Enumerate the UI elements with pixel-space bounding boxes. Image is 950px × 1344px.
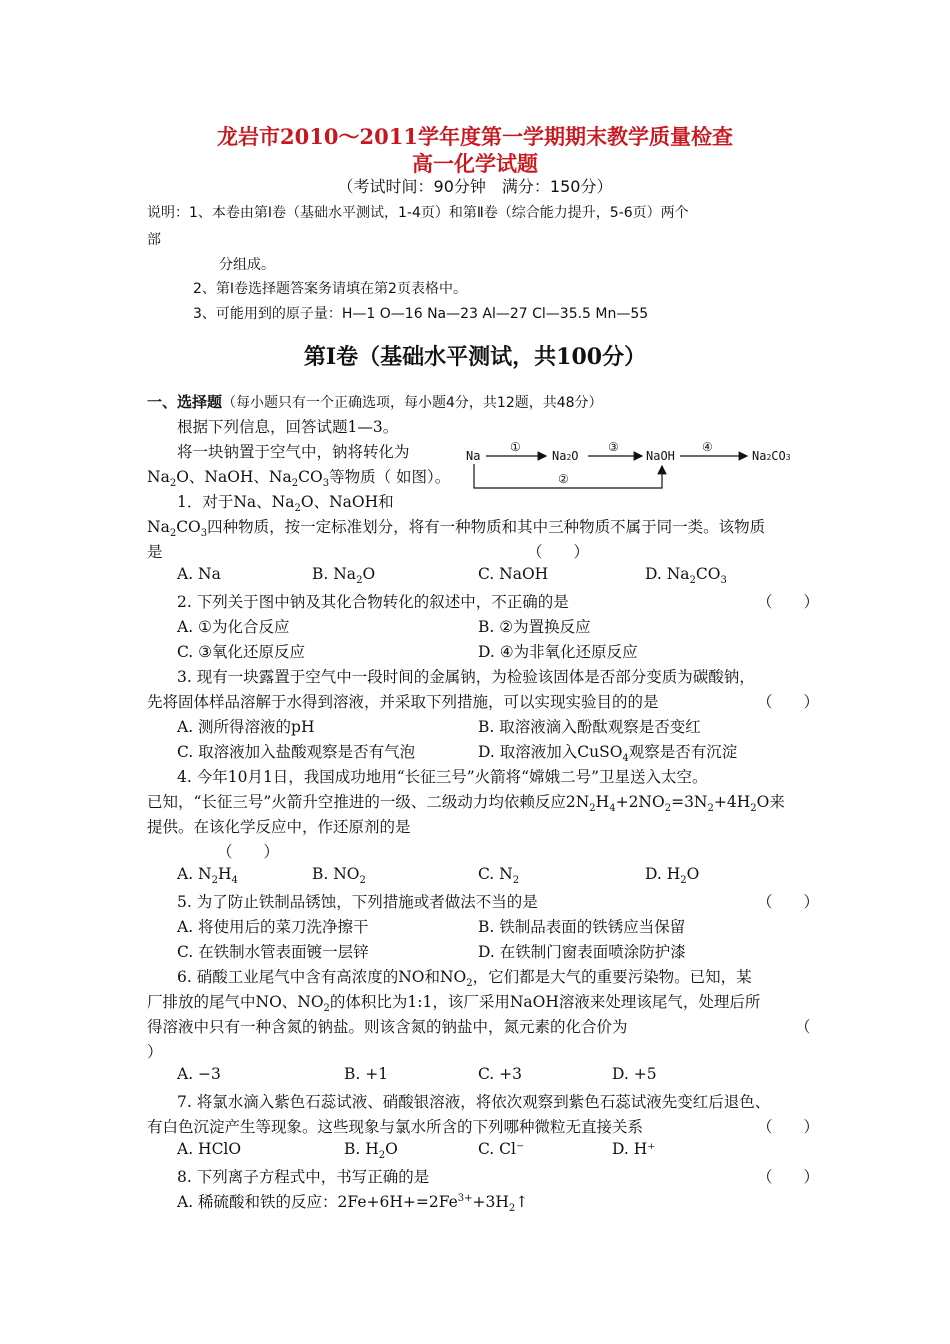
section-title: 第Ⅰ卷（基础水平测试，共100分） [303, 344, 647, 370]
q1-line-2: $Na_2CO_3$四种物质，按一定标准划分，将有一种物质和其中三种物质不属于同一类。该物质 [147, 518, 766, 540]
step-1-label: ① [510, 440, 521, 454]
q1-option-b: B. $Na_2O$ [312, 565, 376, 587]
q1-option-d: D. $Na_2CO_3$ [645, 565, 727, 587]
exam-info: （考试时间：90分钟 满分：150分） [337, 177, 613, 196]
na-label: Na [466, 449, 481, 463]
q2-option-d: D. ④为非氧化还原反应 [478, 643, 638, 661]
page-subtitle: 高一化学试题 [412, 151, 538, 176]
conversion-diagram [462, 436, 807, 494]
q8-stem: 8. 下列离子方程式中，书写正确的是 [177, 1168, 430, 1186]
intro-line-3: $Na_2O$、NaOH、$Na_2CO_3$等物质（ 如图）。 [147, 468, 451, 490]
q5-answer-paren: （ ） [757, 893, 820, 911]
q7-option-a: A. HClO [177, 1140, 242, 1158]
step-3-label: ③ [608, 440, 619, 454]
q5-option-b: B. 铁制品表面的铁锈应当保留 [478, 918, 686, 936]
q6-line-2: 厂排放的尾气中NO、$NO_2$的体积比为1:1，该厂采用NaOH溶液来处理该尾气，处理后所 [147, 993, 761, 1015]
q4-answer-paren: （ ） [217, 843, 280, 861]
note-line-1c: 分组成。 [219, 257, 275, 273]
q2-stem: 2. 下列关于图中钠及其化合物转化的叙述中，不正确的是 [177, 593, 569, 611]
q7-answer-paren: （ ） [757, 1118, 820, 1136]
q6-option-b: B. +1 [344, 1065, 389, 1083]
note-line-2: 2、第Ⅰ卷选择题答案务请填在第2页表格中。 [193, 281, 467, 297]
q4-line-3: 提供。在该化学反应中，作还原剂的是 [147, 818, 411, 836]
q6-paren-open: （ [795, 1018, 811, 1036]
q7-option-d: D. H⁺ [612, 1140, 656, 1158]
q3-option-d: D. 取溶液加入CuSO$_4$观察是否有沉淀 [478, 743, 738, 765]
q2-option-a: A. ①为化合反应 [177, 618, 290, 636]
intro-line-2: 将一块钠置于空气中，钠将转化为 [177, 443, 410, 461]
q3-line-2: 先将固体样品溶解于水得到溶液，并采取下列措施，可以实现实验目的的是 [147, 693, 659, 711]
q8-option-a: A. 稀硫酸和铁的反应：$2Fe+6H+=2Fe^{3+}+3H_2↑$ [177, 1192, 529, 1215]
q6-line-3: 得溶液中只有一种含氮的钠盐。则该含氮的钠盐中，氮元素的化合价为 [147, 1018, 628, 1036]
part-label: 一、选择题 [147, 393, 223, 411]
intro-line-1: 根据下列信息，回答试题1—3。 [177, 418, 399, 436]
q5-option-d: D. 在铁制门窗表面喷涂防护漆 [478, 943, 686, 961]
q3-answer-paren: （ ） [757, 693, 820, 711]
naoh-label: NaOH [646, 449, 675, 463]
step-4-label: ④ [702, 440, 713, 454]
q7-line-2: 有白色沉淀产生等现象。这些现象与氯水所含的下列哪种微粒无直接关系 [147, 1118, 644, 1136]
q2-option-c: C. ③氧化还原反应 [177, 643, 306, 661]
q3-option-a: A. 测所得溶液的pH [177, 718, 315, 736]
q2-option-b: B. ②为置换反应 [478, 618, 591, 636]
q4-option-a: A. $N_2H_4$ [177, 865, 238, 887]
note-line-1: 说明：1、本卷由第Ⅰ卷（基础水平测试，1-4页）和第Ⅱ卷（综合能力提升，5-6页）两个 [147, 205, 689, 221]
q5-stem: 5. 为了防止铁制品锈蚀，下列措施或者做法不当的是 [177, 893, 538, 911]
part-note: （每小题只有一个正确选项，每小题4分，共12题，共48分） [222, 395, 603, 411]
q4-option-b: B. $NO_2$ [312, 865, 366, 887]
na2o-label: Na2O [552, 449, 579, 463]
q7-line-1: 7. 将氯水滴入紫色石蕊试液、硝酸银溶液，将依次观察到紫色石蕊试液先变红后退色、 [177, 1093, 771, 1111]
q3-option-b: B. 取溶液滴入酚酞观察是否变红 [478, 718, 701, 736]
q7-option-b: B. $H_2O$ [344, 1140, 398, 1162]
q7-option-c: C. Cl⁻ [478, 1140, 525, 1158]
q1-line-3: 是 [147, 543, 163, 561]
q1-line-1: 1．对于Na、$Na_2O$、NaOH和 [177, 493, 394, 515]
q3-option-c: C. 取溶液加入盐酸观察是否有气泡 [177, 743, 416, 761]
step-2-label: ② [558, 472, 569, 486]
q6-line-1: 6. 硝酸工业尾气中含有高浓度的NO和$NO_2$，它们都是大气的重要污染物。已知，某 [177, 968, 752, 990]
q4-option-d: D. $H_2O$ [645, 865, 700, 887]
q6-option-d: D. +5 [612, 1065, 657, 1083]
q1-option-a: A. Na [177, 565, 221, 583]
q2-answer-paren: （ ） [757, 593, 820, 611]
q4-line-2: 已知，“长征三号”火箭升空推进的一级、二级动力均依赖反应$2N_2H_4+2NO_2=3N_2+4H_2O$来 [147, 793, 785, 815]
q4-option-c: C. $N_2$ [478, 865, 520, 887]
q6-option-c: C. +3 [478, 1065, 523, 1083]
q3-line-1: 3. 现有一块露置于空气中一段时间的金属钠，为检验该固体是否部分变质为碳酸钠， [177, 668, 755, 686]
q1-option-c: C. NaOH [478, 565, 549, 583]
note-line-1b: 部 [147, 232, 161, 248]
q8-answer-paren: （ ） [757, 1168, 820, 1186]
q5-option-c: C. 在铁制水管表面镀一层锌 [177, 943, 369, 961]
q6-paren-close: ） [147, 1043, 163, 1061]
note-line-3: 3、可能用到的原子量：H—1 O—16 Na—23 Al—27 Cl—35.5 Mn—55 [193, 306, 649, 322]
part-heading [147, 391, 603, 412]
q1-answer-paren: （ ） [527, 543, 590, 561]
na2co3-label: Na2CO3 [752, 449, 791, 463]
q5-option-a: A. 将使用后的菜刀洗净擦干 [177, 918, 369, 936]
q4-line-1: 4. 今年10月1日，我国成功地用“长征三号”火箭将“嫦娥二号”卫星送入太空。 [177, 768, 708, 786]
page-title: 龙岩市2010～2011学年度第一学期期末教学质量检查 [217, 124, 733, 149]
q6-option-a: A. −3 [177, 1065, 221, 1083]
